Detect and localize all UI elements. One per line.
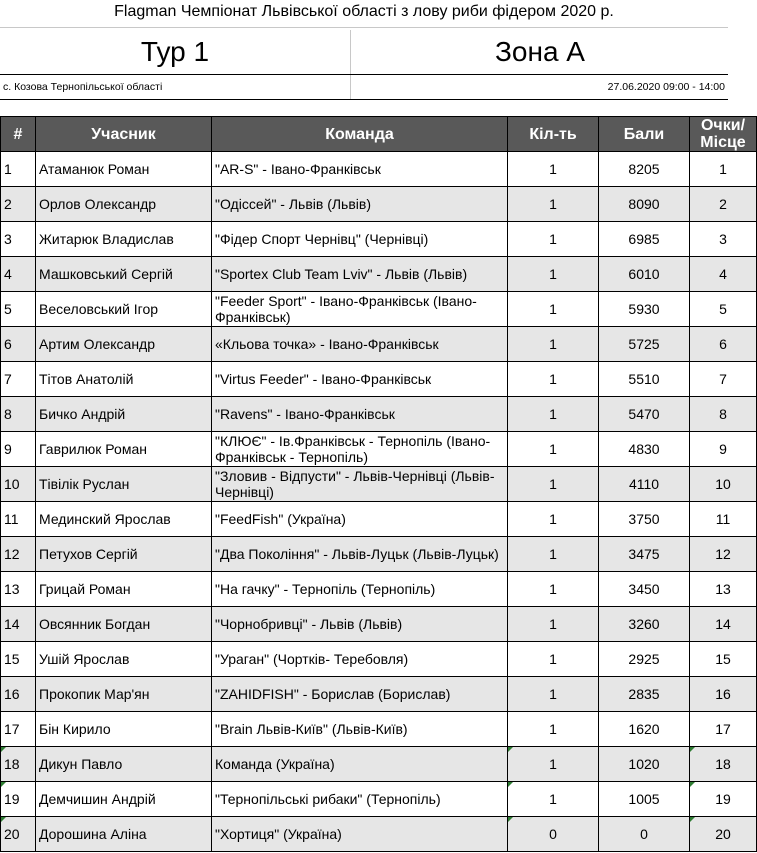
document-title: Flagman Чемпіонат Львівської області з лову риби фідером 2020 р. xyxy=(114,3,614,20)
fish-count: 1 xyxy=(508,642,599,677)
place-value: 10 xyxy=(690,467,757,502)
row-number: 7 xyxy=(1,362,36,397)
points-value: 2925 xyxy=(599,642,690,677)
participant-name: Артим Олександр xyxy=(36,327,212,362)
participant-name: Атаманюк Роман xyxy=(36,152,212,187)
zone-label: Зона А xyxy=(350,30,729,74)
place-value: 1 xyxy=(690,152,757,187)
points-value: 0 xyxy=(599,817,690,852)
fish-count: 1 xyxy=(508,292,599,327)
fish-count: 1 xyxy=(508,782,599,817)
tour-label: Тур 1 xyxy=(140,36,210,67)
participant-name: Орлов Олександр xyxy=(36,187,212,222)
team-name: "КЛЮЄ" - Ів.Франківськ - Тернопіль (Івано-Франківськ - Тернопіль) xyxy=(212,432,508,467)
points-value: 3450 xyxy=(599,572,690,607)
row-number: 19 xyxy=(1,782,36,817)
place-value: 9 xyxy=(690,432,757,467)
participant-name: Грицай Роман xyxy=(36,572,212,607)
place-value: 15 xyxy=(690,642,757,677)
table-row xyxy=(1,817,757,852)
participant-name: Прокопик Мар'ян xyxy=(36,677,212,712)
fish-count: 1 xyxy=(508,712,599,747)
row-number: 5 xyxy=(1,292,36,327)
col-header-number: # xyxy=(1,117,36,152)
participant-name: Веселовський Ігор xyxy=(36,292,212,327)
table-row xyxy=(1,362,757,397)
team-name: "Тернопільські рибаки" (Тернопіль) xyxy=(212,782,508,817)
team-name: "Brain Львів-Київ" (Львів-Київ) xyxy=(212,712,508,747)
row-number: 15 xyxy=(1,642,36,677)
results-table xyxy=(0,116,757,852)
participant-name: Бичко Андрій xyxy=(36,397,212,432)
team-name: "Чорнобривці" - Львів (Львів) xyxy=(212,607,508,642)
fish-count: 1 xyxy=(508,432,599,467)
row-number: 8 xyxy=(1,397,36,432)
fish-count: 1 xyxy=(508,572,599,607)
fish-count: 1 xyxy=(508,362,599,397)
participant-name: Тітов Анатолій xyxy=(36,362,212,397)
points-value: 4830 xyxy=(599,432,690,467)
table-row xyxy=(1,677,757,712)
team-name: "ZAHIDFISH" - Борислав (Борислав) xyxy=(212,677,508,712)
fish-count: 1 xyxy=(508,502,599,537)
points-value: 1005 xyxy=(599,782,690,817)
table-header-row xyxy=(1,117,757,152)
place-value: 14 xyxy=(690,607,757,642)
col-header-participant: Учасник xyxy=(36,117,212,152)
table-row xyxy=(1,572,757,607)
place-value: 13 xyxy=(690,572,757,607)
team-name: "Feeder Sport" - Івано-Франківськ (Івано-Франківськ) xyxy=(212,292,508,327)
divider xyxy=(0,27,728,28)
table-row xyxy=(1,432,757,467)
row-number: 11 xyxy=(1,502,36,537)
team-name: "На гачку" - Тернопіль (Тернопіль) xyxy=(212,572,508,607)
team-name: "Хортиця" (Україна) xyxy=(212,817,508,852)
place-value: 8 xyxy=(690,397,757,432)
place-value: 19 xyxy=(690,782,757,817)
participant-name: Овсянник Богдан xyxy=(36,607,212,642)
points-value: 8090 xyxy=(599,187,690,222)
place-value: 7 xyxy=(690,362,757,397)
fish-count: 1 xyxy=(508,747,599,782)
table-row xyxy=(1,747,757,782)
fish-count: 1 xyxy=(508,257,599,292)
fish-count: 0 xyxy=(508,817,599,852)
table-row xyxy=(1,257,757,292)
place-value: 6 xyxy=(690,327,757,362)
table-row xyxy=(1,502,757,537)
place-value: 18 xyxy=(690,747,757,782)
divider xyxy=(350,75,351,99)
place-value: 11 xyxy=(690,502,757,537)
row-number: 20 xyxy=(1,817,36,852)
points-value: 2835 xyxy=(599,677,690,712)
fish-count: 1 xyxy=(508,327,599,362)
row-number: 12 xyxy=(1,537,36,572)
participant-name: Дорошина Аліна xyxy=(36,817,212,852)
participant-name: Демчишин Андрій xyxy=(36,782,212,817)
fish-count: 1 xyxy=(508,152,599,187)
table-row xyxy=(1,537,757,572)
row-number: 3 xyxy=(1,222,36,257)
points-value: 5510 xyxy=(599,362,690,397)
place-value: 12 xyxy=(690,537,757,572)
table-row xyxy=(1,782,757,817)
team-name: "Два Покоління" - Львів-Луцьк (Львів-Луцьк) xyxy=(212,537,508,572)
points-value: 5470 xyxy=(599,397,690,432)
place-value: 4 xyxy=(690,257,757,292)
team-name: "Virtus Feeder" - Івано-Франківськ xyxy=(212,362,508,397)
participant-name: Дикун Павло xyxy=(36,747,212,782)
points-value: 4110 xyxy=(599,467,690,502)
place-value: 16 xyxy=(690,677,757,712)
table-row xyxy=(1,397,757,432)
points-value: 3260 xyxy=(599,607,690,642)
table-row xyxy=(1,467,757,502)
col-header-count: Кіл-ть xyxy=(508,117,599,152)
table-row xyxy=(1,292,757,327)
points-value: 3750 xyxy=(599,502,690,537)
table-row xyxy=(1,607,757,642)
col-header-points: Бали xyxy=(599,117,690,152)
row-number: 2 xyxy=(1,187,36,222)
team-name: "Одіссей" - Львів (Львів) xyxy=(212,187,508,222)
team-name: "Ураган" (Чортків- Теребовля) xyxy=(212,642,508,677)
row-number: 10 xyxy=(1,467,36,502)
participant-name: Житарюк Владислав xyxy=(36,222,212,257)
fish-count: 1 xyxy=(508,607,599,642)
points-value: 3475 xyxy=(599,537,690,572)
place-value: 5 xyxy=(690,292,757,327)
col-header-team: Команда xyxy=(212,117,508,152)
tour-zone-row xyxy=(0,30,728,74)
participant-name: Мединский Ярослав xyxy=(36,502,212,537)
place-value: 20 xyxy=(690,817,757,852)
table-row xyxy=(1,642,757,677)
points-value: 6010 xyxy=(599,257,690,292)
row-number: 13 xyxy=(1,572,36,607)
points-value: 8205 xyxy=(599,152,690,187)
fish-count: 1 xyxy=(508,397,599,432)
participant-name: Машковський Сергій xyxy=(36,257,212,292)
row-number: 6 xyxy=(1,327,36,362)
fish-count: 1 xyxy=(508,467,599,502)
fish-count: 1 xyxy=(508,222,599,257)
row-number: 18 xyxy=(1,747,36,782)
fish-count: 1 xyxy=(508,677,599,712)
team-name: "Фідер Спорт Чернівц" (Чернівці) xyxy=(212,222,508,257)
table-row xyxy=(1,222,757,257)
team-name: "AR-S" - Івано-Франківськ xyxy=(212,152,508,187)
event-place: с. Козова Тернопільської області xyxy=(3,81,163,93)
row-number: 4 xyxy=(1,257,36,292)
fish-count: 1 xyxy=(508,537,599,572)
place-value: 3 xyxy=(690,222,757,257)
col-header-place: Очки/ Місце xyxy=(690,117,757,152)
participant-name: Ушій Ярослав xyxy=(36,642,212,677)
participant-name: Бін Кирило xyxy=(36,712,212,747)
results-body xyxy=(1,152,757,852)
place-value: 17 xyxy=(690,712,757,747)
team-name: "Зловив - Відпусти" - Львів-Чернівці (Львів-Чернівці) xyxy=(212,467,508,502)
team-name: "Sportex Club Team Lviv" - Львів (Львів) xyxy=(212,257,508,292)
team-name: "FeedFish" (Україна) xyxy=(212,502,508,537)
team-name: "Ravens" - Івано-Франківськ xyxy=(212,397,508,432)
points-value: 5930 xyxy=(599,292,690,327)
row-number: 16 xyxy=(1,677,36,712)
row-number: 9 xyxy=(1,432,36,467)
place-value: 2 xyxy=(690,187,757,222)
event-info-row xyxy=(0,74,728,100)
points-value: 5725 xyxy=(599,327,690,362)
row-number: 17 xyxy=(1,712,36,747)
participant-name: Петухов Сергій xyxy=(36,537,212,572)
participant-name: Гаврилюк Роман xyxy=(36,432,212,467)
table-row xyxy=(1,187,757,222)
row-number: 14 xyxy=(1,607,36,642)
table-row xyxy=(1,327,757,362)
points-value: 1020 xyxy=(599,747,690,782)
fish-count: 1 xyxy=(508,187,599,222)
points-value: 6985 xyxy=(599,222,690,257)
event-datetime: 27.06.2020 09:00 - 14:00 xyxy=(607,81,725,93)
points-value: 1620 xyxy=(599,712,690,747)
table-row xyxy=(1,152,757,187)
row-number: 1 xyxy=(1,152,36,187)
participant-name: Тівілік Руслан xyxy=(36,467,212,502)
team-name: Команда (Україна) xyxy=(212,747,508,782)
team-name: «Кльова точка» - Івано-Франківськ xyxy=(212,327,508,362)
table-row xyxy=(1,712,757,747)
